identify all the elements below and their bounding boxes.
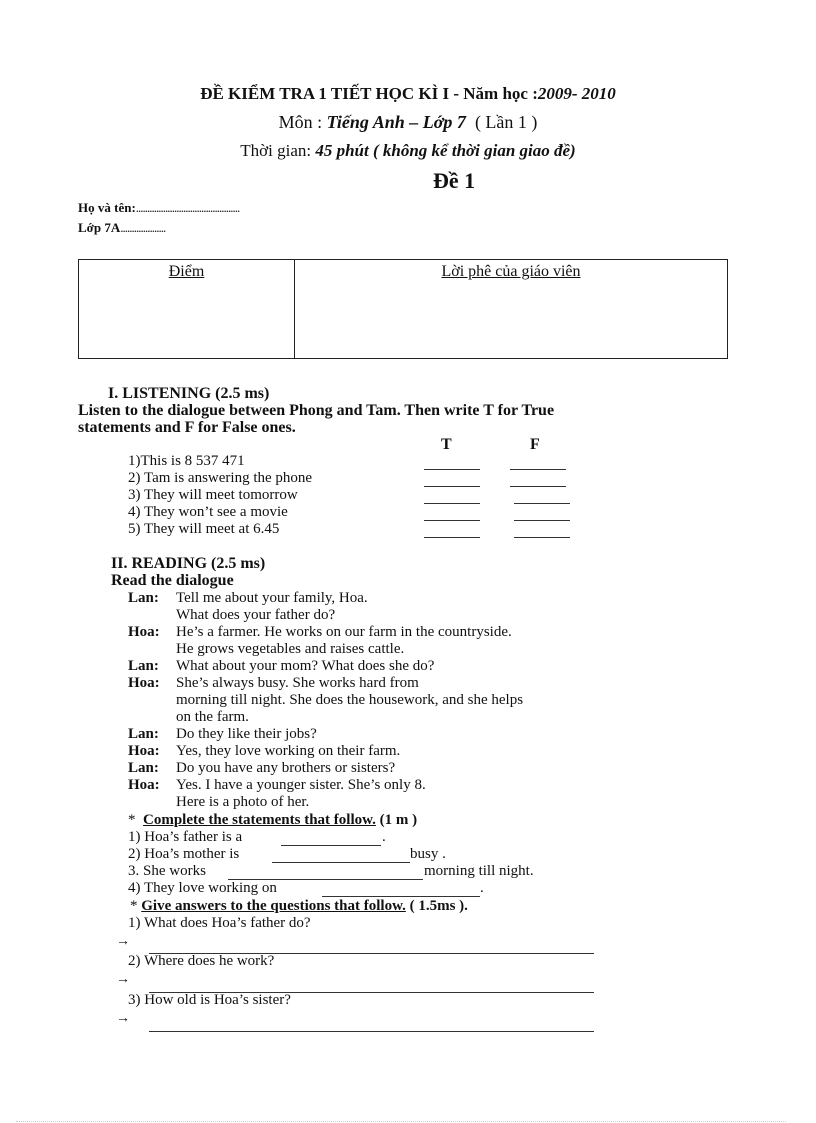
exam-title [0, 84, 816, 104]
time-label: Thời gian: [240, 141, 316, 160]
dialogue-line: Yes. I have a younger sister. She’s only 8. [176, 777, 426, 793]
false-answer-blank[interactable] [510, 469, 566, 470]
fill-blank[interactable] [272, 862, 410, 863]
school-year: 2009- 2010 [537, 84, 616, 103]
student-class-field[interactable] [78, 220, 165, 236]
complete-item-suffix: . [480, 880, 484, 896]
page-footer-divider [16, 1121, 786, 1122]
score-cell[interactable] [79, 260, 295, 358]
false-answer-blank[interactable] [510, 486, 566, 487]
complete-item-suffix: busy . [410, 846, 446, 862]
answer-line[interactable] [149, 1031, 594, 1032]
teacher-comment-cell[interactable] [295, 260, 727, 358]
listening-statement: 2) Tam is answering the phone [128, 470, 313, 486]
true-answer-blank[interactable] [424, 520, 480, 521]
false-answer-blank[interactable] [514, 537, 570, 538]
dialogue-speaker: Lan: [128, 726, 159, 742]
answers-heading [130, 898, 468, 915]
complete-item: 2) Hoa’s mother is [128, 846, 240, 862]
subject-label: Môn : [278, 112, 327, 132]
student-name-field[interactable] [78, 200, 239, 216]
name-dots: .............................................. [135, 200, 240, 215]
dialogue-line: Do they like their jobs? [176, 726, 317, 742]
time-value: 45 phút ( không kể thời gian giao đề) [315, 141, 576, 160]
dialogue-line: What does your father do? [176, 607, 336, 623]
listening-heading: I. LISTENING (2.5 ms) [108, 385, 270, 402]
arrow-icon: → [116, 972, 130, 987]
attempt-number: ( Lần 1 ) [465, 112, 538, 132]
complete-heading [128, 812, 417, 829]
question: 2) Where does he work? [128, 953, 275, 969]
true-answer-blank[interactable] [424, 537, 480, 538]
arrow-icon: → [116, 934, 130, 949]
true-answer-blank[interactable] [424, 503, 480, 504]
dialogue-line: Do you have any brothers or sisters? [176, 760, 396, 776]
question: 3) How old is Hoa’s sister? [128, 992, 291, 1008]
listening-statement: 4) They won’t see a movie [128, 504, 288, 520]
dialogue-speaker: Hoa: [128, 624, 160, 640]
answers-heading-text: Give answers to the questions that follow. [141, 898, 406, 914]
reading-instruction: Read the dialogue [111, 572, 234, 589]
dialogue-line: Tell me about your family, Hoa. [176, 590, 368, 606]
subject-value: Tiếng Anh – Lớp 7 [326, 112, 466, 132]
question: 1) What does Hoa’s father do? [128, 915, 311, 931]
dialogue-speaker: Hoa: [128, 777, 160, 793]
class-dots: .................... [120, 220, 166, 235]
complete-item: 1) Hoa’s father is a [128, 829, 243, 845]
dialogue-speaker: Hoa: [128, 675, 160, 691]
bullet: * [130, 898, 138, 914]
comment-header: Lời phê của giáo viên [441, 263, 581, 280]
complete-item: 3. She works [128, 863, 206, 879]
complete-item-suffix: morning till night. [424, 863, 534, 879]
exam-code: Đề 1 [433, 168, 476, 193]
dialogue-speaker: Lan: [128, 760, 159, 776]
exam-title-text: ĐỀ KIỂM TRA 1 TIẾT HỌC KÌ I - Năm học : [200, 84, 538, 103]
dialogue-speaker: Hoa: [128, 743, 160, 759]
listening-instruction-2: statements and F for False ones. [78, 419, 296, 436]
name-label: Họ và tên: [78, 200, 136, 215]
grade-table [78, 259, 728, 359]
listening-statement: 5) They will meet at 6.45 [128, 521, 280, 537]
false-answer-blank[interactable] [514, 520, 570, 521]
subject-line [0, 112, 816, 133]
dialogue-line: What about your mom? What does she do? [176, 658, 435, 674]
bullet: * [128, 812, 136, 828]
dialogue-line: morning till night. She does the housework, and she helps [176, 692, 524, 708]
fill-blank[interactable] [281, 845, 381, 846]
dialogue-speaker: Lan: [128, 590, 159, 606]
complete-item: 4) They love working on [128, 880, 277, 896]
listening-statement: 1)This is 8 537 471 [128, 453, 245, 469]
dialogue-line: She’s always busy. She works hard from [176, 675, 419, 691]
false-column-header: F [530, 436, 540, 453]
true-answer-blank[interactable] [424, 469, 480, 470]
true-column-header: T [441, 436, 452, 453]
dialogue-line: on the farm. [176, 709, 249, 725]
dialogue-speaker: Lan: [128, 658, 159, 674]
class-label: Lớp 7A [78, 220, 121, 235]
answers-points: ( 1.5ms ). [405, 898, 468, 914]
listening-statement: 3) They will meet tomorrow [128, 487, 298, 503]
dialogue-line: Yes, they love working on their farm. [176, 743, 401, 759]
fill-blank[interactable] [322, 896, 480, 897]
listening-instruction-1: Listen to the dialogue between Phong and Tam. Then write T for True [78, 402, 555, 419]
complete-item-suffix: . [382, 829, 386, 845]
complete-heading-text: Complete the statements that follow. [143, 812, 376, 828]
dialogue-line: He’s a farmer. He works on our farm in the countryside. [176, 624, 512, 640]
score-header: Điểm [168, 263, 205, 280]
arrow-icon: → [116, 1011, 130, 1026]
reading-heading: II. READING (2.5 ms) [111, 555, 266, 572]
true-answer-blank[interactable] [424, 486, 480, 487]
complete-points: (1 m ) [375, 812, 418, 828]
dialogue-line: He grows vegetables and raises cattle. [176, 641, 405, 657]
false-answer-blank[interactable] [514, 503, 570, 504]
dialogue-line: Here is a photo of her. [176, 794, 310, 810]
time-line [0, 141, 816, 161]
